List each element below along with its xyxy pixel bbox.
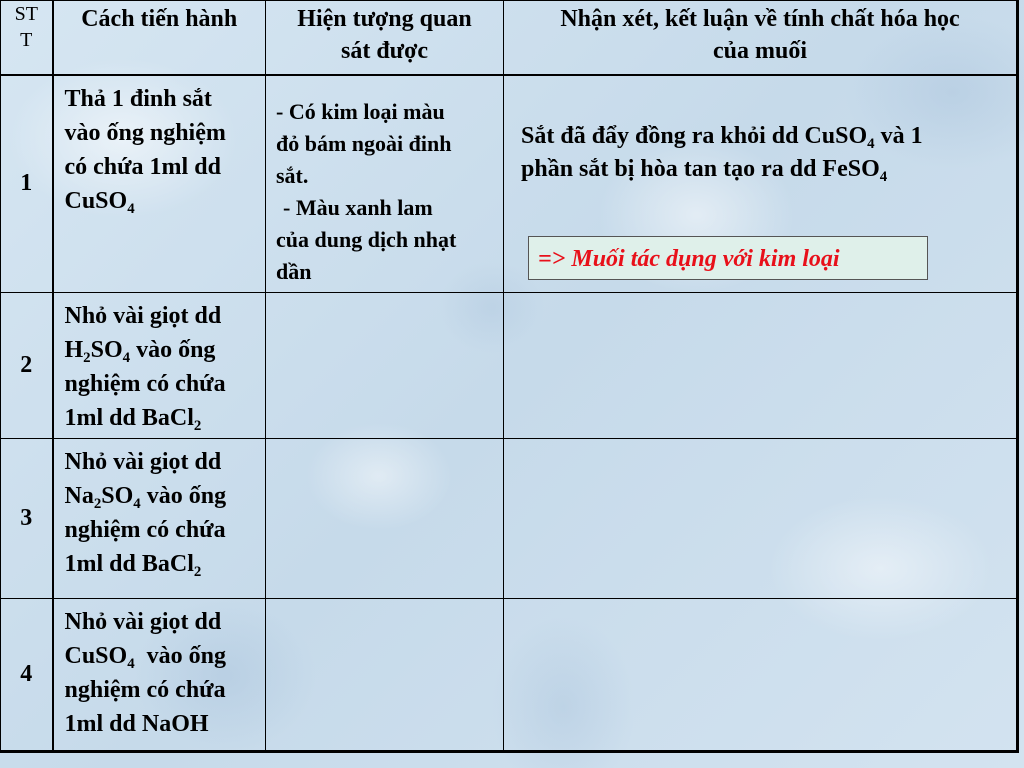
method-formula-line — [65, 184, 260, 218]
observation-cell — [266, 439, 504, 599]
method-line: Nhỏ vài giọt dd — [64, 609, 222, 635]
formula-subscript: 4 — [127, 656, 135, 673]
observation-line: - Có kim loại màu — [276, 98, 445, 124]
table-row — [1, 599, 1018, 752]
formula-text: 1ml dd BaCl — [64, 551, 194, 577]
method-cell — [53, 439, 266, 599]
observation-cell — [266, 75, 504, 293]
formula-subscript: 4 — [127, 200, 135, 217]
formula-subscript: 4 — [867, 135, 875, 152]
conclusion-text: và 1 — [874, 122, 923, 149]
header-conclusion-line2: của muối — [712, 38, 807, 64]
table-row — [1, 439, 1018, 599]
formula-text: Na — [64, 483, 94, 509]
conclusion-line — [521, 120, 1006, 153]
method-cell — [53, 293, 266, 439]
method-line: vào ống nghiệm — [64, 119, 226, 146]
method-line: nghiệm có chứa — [64, 371, 226, 397]
method-formula-line — [65, 401, 260, 435]
observation-line: sắt. — [276, 162, 309, 188]
observation-line: - Màu xanh lam — [283, 194, 433, 220]
method-formula-line — [65, 479, 260, 513]
formula-subscript: 4 — [133, 496, 141, 513]
formula-text: 1ml dd BaCl — [64, 405, 194, 431]
header-stt-line1: ST — [14, 3, 38, 25]
method-line: có chứa 1ml dd — [64, 153, 221, 180]
header-observation-line1: Hiện tượng quan — [297, 6, 472, 32]
conclusion-line — [521, 153, 1006, 186]
header-method-label: Cách tiến hành — [81, 6, 238, 32]
formula-subscript: 4 — [879, 168, 888, 185]
observation-cell — [266, 599, 504, 752]
conclusion-cell — [504, 293, 1018, 439]
method-formula-line — [65, 547, 260, 581]
row-number: 3 — [1, 439, 53, 599]
formula-subscript: 2 — [83, 350, 91, 367]
header-observation — [266, 1, 504, 75]
method-line: 1ml dd NaOH — [64, 711, 209, 737]
method-formula-line — [65, 333, 260, 367]
observation-line: đỏ bám ngoài đinh — [276, 130, 452, 156]
observation-cell — [266, 293, 504, 439]
row-number: 2 — [1, 293, 53, 439]
result-box: => Muối tác dụng với kim loại — [528, 236, 928, 280]
header-observation-line2: sát được — [340, 38, 429, 64]
header-conclusion — [504, 1, 1018, 75]
conclusion-cell — [504, 439, 1018, 599]
header-stt-line2: T — [20, 29, 33, 51]
header-stt — [1, 1, 53, 75]
row-number: 1 — [1, 75, 53, 293]
method-line: Thả 1 đinh sắt — [64, 85, 212, 112]
row-number: 4 — [1, 599, 53, 752]
formula-text: SO — [90, 337, 123, 363]
formula-text: vào ống — [130, 337, 216, 363]
method-cell — [53, 599, 266, 752]
formula-subscript: 4 — [122, 350, 131, 367]
method-line: Nhỏ vài giọt dd — [64, 449, 222, 475]
conclusion-text: Sắt đã đẩy đồng ra khỏi dd CuSO — [521, 122, 868, 149]
formula-text: SO — [101, 483, 134, 509]
method-line: nghiệm có chứa — [64, 517, 226, 543]
conclusion-cell — [504, 599, 1018, 752]
formula-subscript: 2 — [93, 496, 102, 513]
header-method — [53, 1, 266, 75]
formula-text: vào ống — [134, 643, 226, 669]
formula-subscript: 2 — [193, 564, 202, 581]
formula-text: CuSO — [64, 643, 128, 669]
method-cell — [53, 75, 266, 293]
table-row — [1, 293, 1018, 439]
header-conclusion-line1: Nhận xét, kết luận về tính chất hóa học — [560, 6, 960, 32]
formula-text: CuSO — [64, 187, 128, 214]
formula-text: vào ống — [140, 483, 227, 509]
observation-line: của dung dịch nhạt — [276, 226, 457, 252]
method-formula-line — [65, 639, 260, 673]
conclusion-text: phần sắt bị hòa tan tạo ra dd FeSO — [521, 155, 880, 182]
formula-text: H — [64, 337, 84, 363]
table-header-row — [1, 1, 1018, 75]
method-line: nghiệm có chứa — [64, 677, 226, 703]
observation-line: dần — [276, 258, 312, 284]
formula-subscript: 2 — [193, 418, 202, 435]
method-line: Nhỏ vài giọt dd — [64, 303, 222, 329]
